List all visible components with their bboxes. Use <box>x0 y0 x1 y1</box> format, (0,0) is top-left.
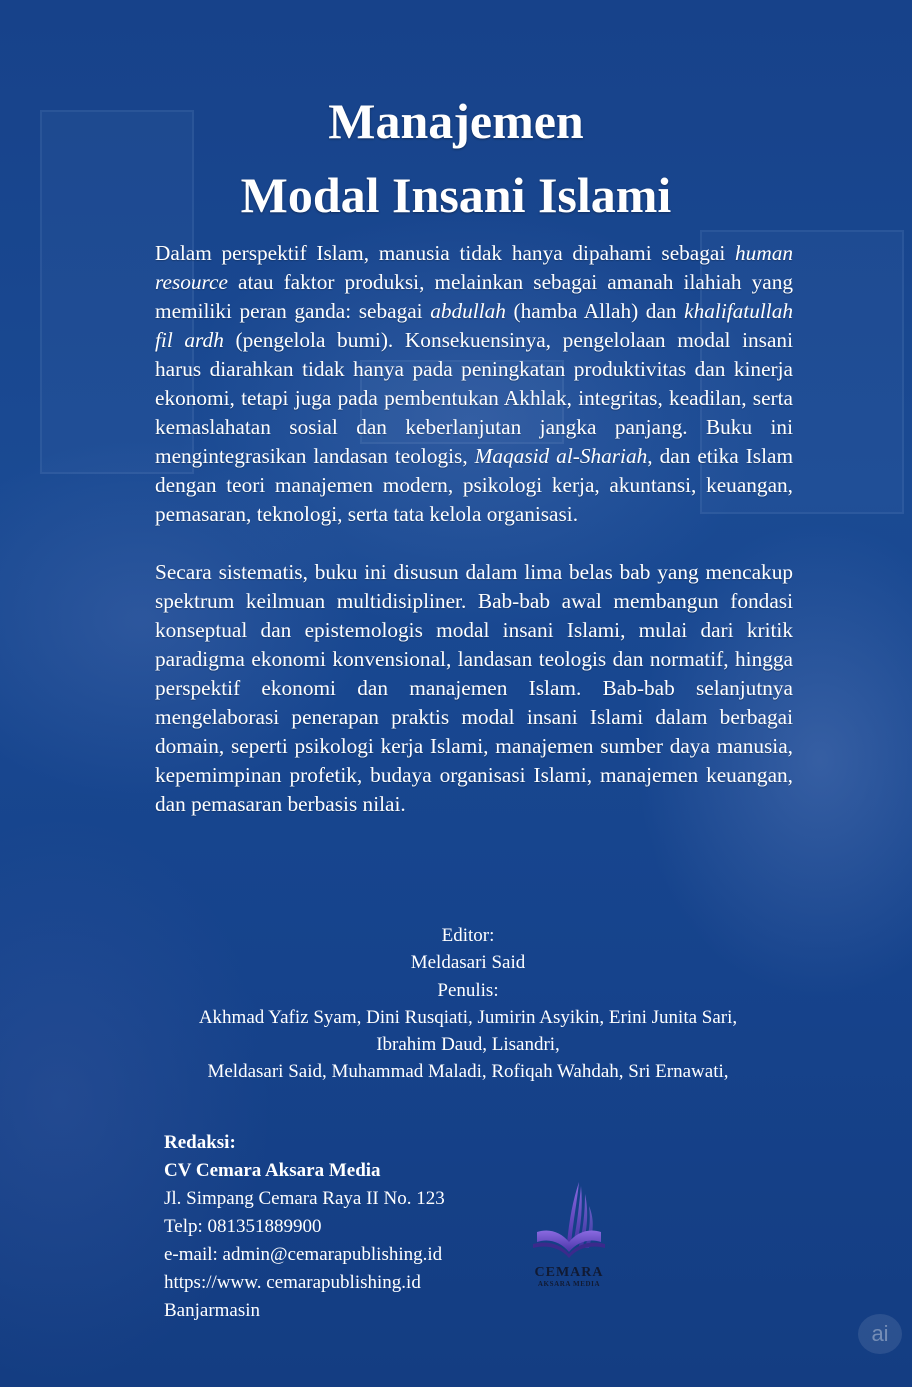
credits-block <box>0 922 912 1086</box>
publisher-phone: Telp: 081351889900 <box>164 1216 322 1237</box>
text-run: (hamba Allah) dan <box>505 299 685 323</box>
italic-term: human resource <box>155 241 793 294</box>
publisher-address: Jl. Simpang Cemara Raya II No. 123 <box>164 1188 445 1209</box>
title-line-2: Modal Insani Islami <box>240 167 672 223</box>
publisher-website: https://www. cemarapublishing.id <box>164 1272 421 1293</box>
book-title <box>0 84 912 232</box>
publisher-email: e-mail: admin@cemarapublishing.id <box>164 1244 443 1265</box>
editor-name: Meldasari Said <box>410 952 526 974</box>
text-run: (pengelola bumi). Konsekuensinya, pengelolaan modal insani harus diarahkan tidak hanya pada peningkatan produktivitas dan kinerja ekonomi, tetapi juga pada pembentukan Akhlak, integritas, keadilan, serta kemaslahatan sosial dan keberlanjutan jangka panjang. Buku ini mengintegrasikan landasan teologis, <box>155 328 793 468</box>
title-line-1: Manajemen <box>328 93 584 149</box>
synopsis-paragraph-2: Secara sistematis, buku ini disusun dalam lima belas bab yang mencakup spektrum keilmuan multidisipliner. Bab-bab awal membangun fondasi konseptual dan epistemologis modal insani Islami, mulai dari kritik paradigma ekonomi konvensional, landasan teologis dan normatif, hingga perspektif ekonomi dan manajemen Islam. Bab-bab selanjutnya mengelaborasi penerapan praktis modal insani Islami dalam berbagai domain, seperti psikologi kerja Islami, manajemen sumber daya manusia, kepemimpinan profetik, budaya organisasi Islami, manajemen keuangan, dan pemasaran berbasis nilai. <box>155 560 793 816</box>
authors-line-1: Akhmad Yafiz Syam, Dini Rusqiati, Jumirin Asyikin, Erini Junita Sari, <box>198 1006 738 1028</box>
italic-term: Maqasid al-Shariah <box>474 444 648 468</box>
authors-line-3: Meldasari Said, Muhammad Maladi, Rofiqah Wahdah, Sri Ernawati, <box>207 1061 729 1083</box>
synopsis <box>155 239 793 819</box>
publisher-logo <box>522 1180 616 1295</box>
ai-badge: ai <box>858 1314 902 1354</box>
open-book-feather-icon <box>529 1180 609 1264</box>
publisher-info <box>164 1129 524 1325</box>
text-run: Dalam perspektif Islam, manusia tidak hanya dipahami sebagai <box>155 241 736 265</box>
logo-tagline: AKSARA MEDIA <box>537 1280 601 1288</box>
italic-term: khalifatullah fil ardh <box>155 299 794 352</box>
italic-term: abdullah <box>430 299 506 323</box>
text-run: , dan etika Islam dengan teori manajemen modern, psikologi kerja, akuntansi, keuangan, pemasaran, teknologi, serta tata kelola organisasi. <box>155 444 794 526</box>
authors-label: Penulis: <box>437 979 499 1001</box>
logo-brand: CEMARA <box>534 1265 604 1280</box>
authors-line-2: Ibrahim Daud, Lisandri, <box>376 1034 560 1056</box>
editor-label: Editor: <box>441 925 495 946</box>
redaksi-label: Redaksi: <box>164 1132 236 1153</box>
text-run: atau faktor produksi, melainkan sebagai amanah ilahiah yang memiliki peran ganda: sebagai <box>155 270 793 323</box>
publisher-name: CV Cemara Aksara Media <box>164 1160 381 1181</box>
synopsis-paragraph-1 <box>155 239 793 529</box>
publisher-city: Banjarmasin <box>164 1300 261 1321</box>
